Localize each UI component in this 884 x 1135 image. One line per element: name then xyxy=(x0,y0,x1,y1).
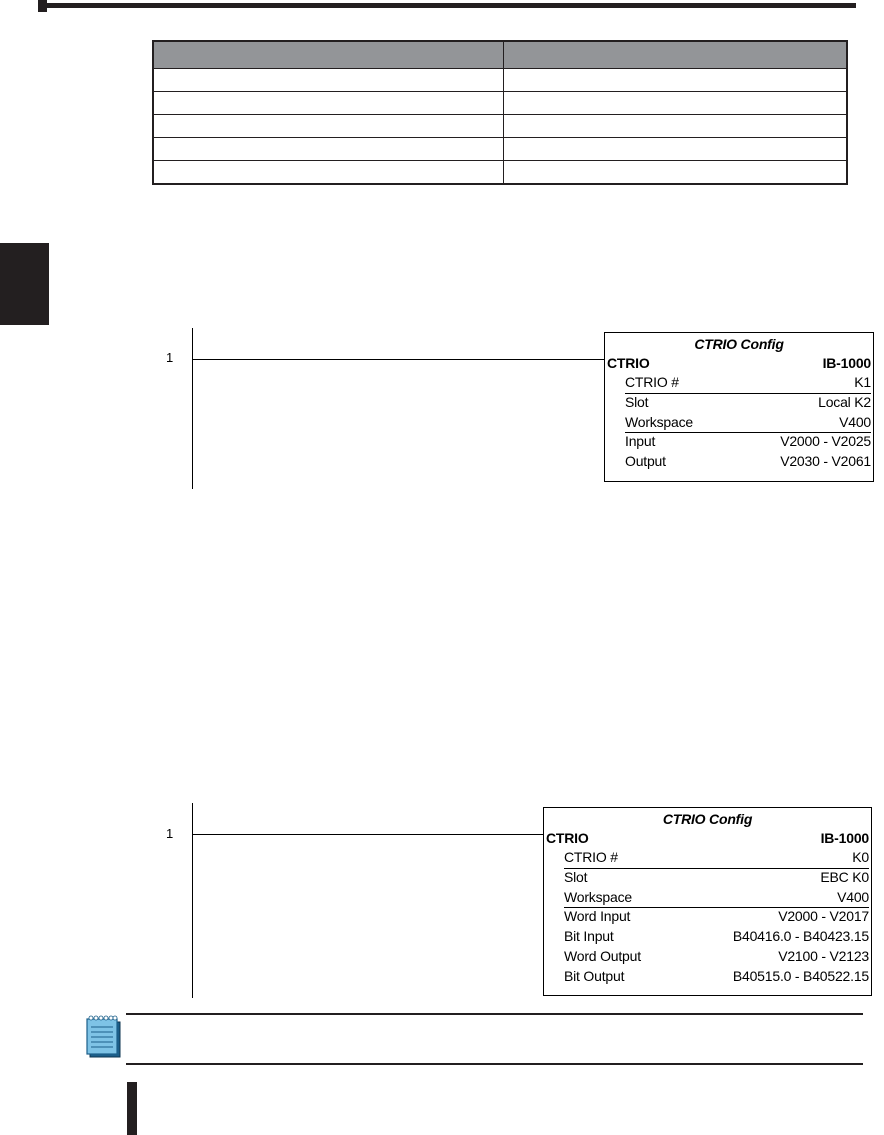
rung-wire xyxy=(193,834,544,835)
param-value: V400 xyxy=(839,414,871,430)
ib-param-row xyxy=(625,394,871,414)
chapter-thumb-tab xyxy=(0,243,49,325)
ib-param-row xyxy=(564,889,869,909)
param-label: CTRIO # xyxy=(564,849,618,865)
ib-param-row xyxy=(625,374,871,394)
ib-param-row xyxy=(625,414,871,434)
note-icon xyxy=(82,1013,124,1059)
table-cell xyxy=(504,69,848,92)
table-cell xyxy=(153,115,504,138)
table-cell xyxy=(153,138,504,161)
param-label: Bit Output xyxy=(564,968,625,984)
ib-param-row xyxy=(625,433,871,453)
param-label: Slot xyxy=(564,869,588,885)
param-label: Bit Input xyxy=(564,928,614,944)
table-header-row xyxy=(153,41,847,69)
ib-param-row xyxy=(564,948,869,968)
ib-param-row xyxy=(564,869,869,889)
table-row xyxy=(153,115,847,138)
power-rail xyxy=(192,328,193,489)
ib-param-row xyxy=(564,928,869,948)
ib-title: CTRIO Config xyxy=(662,811,753,827)
param-value: EBC K0 xyxy=(820,869,869,885)
ib-title: CTRIO Config xyxy=(694,336,784,352)
ib-name: CTRIO xyxy=(607,355,650,371)
ib-number: IB-1000 xyxy=(820,830,869,846)
param-label: Workspace xyxy=(564,889,632,905)
note-bottom-rule xyxy=(126,1063,863,1065)
ib-name: CTRIO xyxy=(546,830,589,846)
table-cell xyxy=(504,161,848,185)
ctrio-config-box xyxy=(543,807,872,996)
param-value: V2030 - V2061 xyxy=(780,453,871,469)
param-value: V400 xyxy=(837,889,869,905)
table-row xyxy=(153,138,847,161)
table-row xyxy=(153,161,847,185)
table-cell xyxy=(153,161,504,185)
top-rule-tab xyxy=(38,0,47,12)
param-value: Local K2 xyxy=(818,394,871,410)
table-row xyxy=(153,69,847,92)
ib-number: IB-1000 xyxy=(822,355,871,371)
ib-param-row xyxy=(564,968,869,988)
table-cell xyxy=(504,115,848,138)
table-row xyxy=(153,92,847,115)
param-label: Slot xyxy=(625,394,649,410)
table-header-cell xyxy=(153,41,504,69)
note-top-rule xyxy=(126,1013,863,1015)
param-label: CTRIO # xyxy=(625,374,679,390)
bottom-thumb-tab xyxy=(127,1082,137,1135)
rung-number: 1 xyxy=(166,350,174,365)
param-label: Word Input xyxy=(564,908,631,924)
power-rail xyxy=(192,803,193,998)
param-value: B40416.0 - B40423.15 xyxy=(732,928,869,944)
param-value: V2000 - V2017 xyxy=(778,908,869,924)
ib-param-row xyxy=(625,453,871,473)
rung-wire xyxy=(193,359,604,360)
param-value: B40515.0 - B40522.15 xyxy=(732,968,869,984)
table-cell xyxy=(153,69,504,92)
table-cell xyxy=(153,92,504,115)
param-label: Workspace xyxy=(625,414,693,430)
param-value: V2000 - V2025 xyxy=(780,433,871,449)
param-label: Word Output xyxy=(564,948,641,964)
param-value: V2100 - V2123 xyxy=(778,948,869,964)
rung-number: 1 xyxy=(166,826,174,841)
table-cell xyxy=(504,138,848,161)
reference-table xyxy=(152,40,848,185)
ctrio-config-box xyxy=(604,332,874,482)
table-cell xyxy=(504,92,848,115)
top-rule xyxy=(38,3,856,8)
ib-param-row xyxy=(564,849,869,869)
param-label: Input xyxy=(625,433,656,449)
param-value: K1 xyxy=(854,374,871,390)
ib-param-row xyxy=(564,908,869,928)
table-header-cell xyxy=(504,41,848,69)
param-label: Output xyxy=(625,453,666,469)
param-value: K0 xyxy=(852,849,869,865)
